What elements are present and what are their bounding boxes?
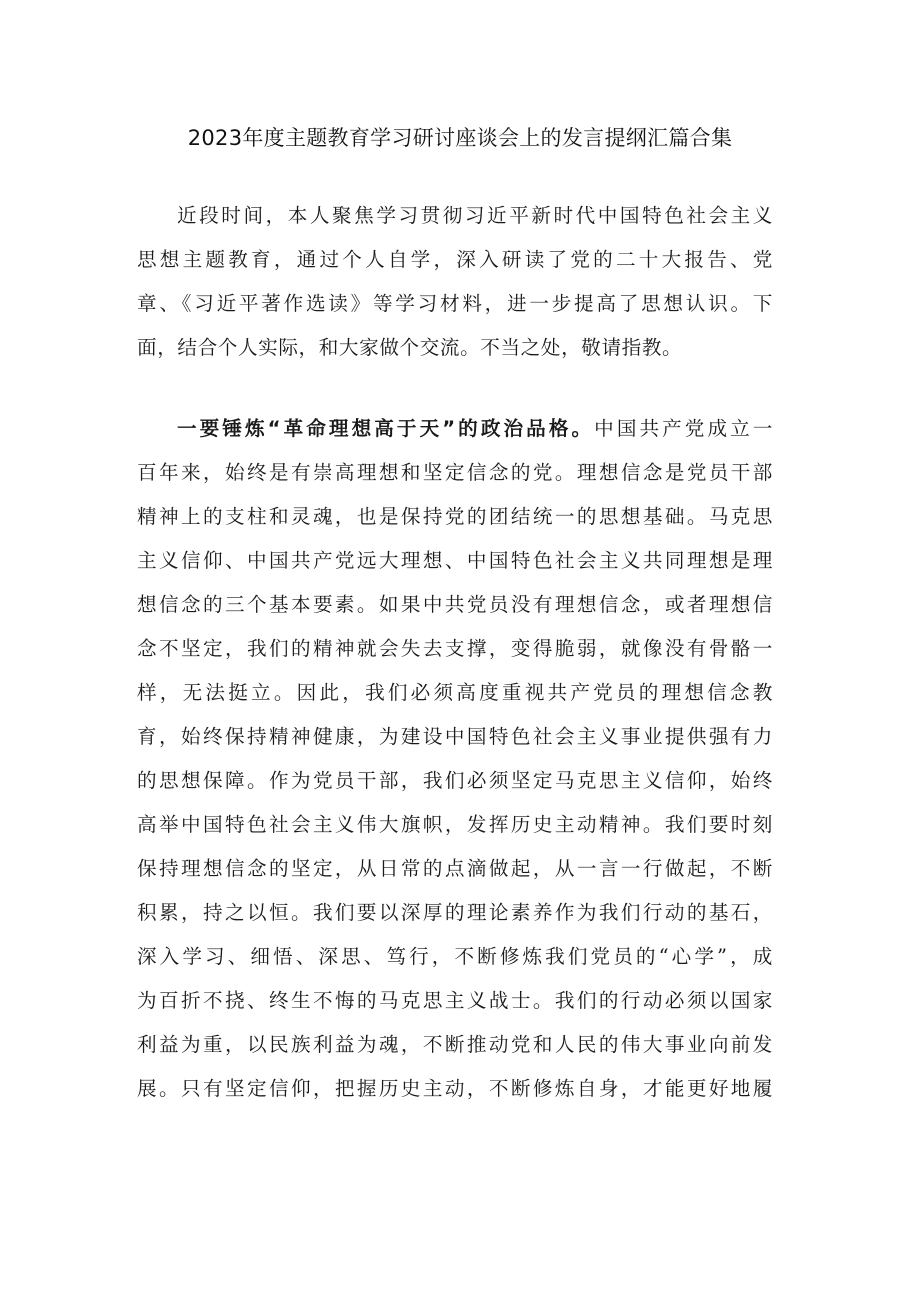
paragraph-line-rest: 中国共产党成立一 xyxy=(594,417,773,440)
paragraph-line: 积累，持之以恒。我们要以深厚的理论素养作为我们行动的基石， xyxy=(137,901,773,924)
paragraph-line: 主义信仰、中国共产党远大理想、中国特色社会主义共同理想是理 xyxy=(137,549,773,572)
document-title: 2023年度主题教育学习研讨座谈会上的发言提纲汇篇合集 xyxy=(187,126,733,150)
paragraph-line: 利益为重，以民族利益为魂，不断推动党和人民的伟大事业向前发 xyxy=(137,1033,773,1056)
paragraph-line: 为百折不挠、终生不悔的马克思主义战士。我们的行动必须以国家 xyxy=(137,989,773,1012)
paragraph-line: 念不坚定，我们的精神就会失去支撑，变得脆弱，就像没有骨骼一 xyxy=(137,637,773,660)
intro-paragraph xyxy=(137,194,773,370)
paragraph-line: 面，结合个人实际，和大家做个交流。不当之处，敬请指教。 xyxy=(137,336,683,359)
section-one-paragraph xyxy=(137,407,773,1111)
paragraph-line: 思想主题教育，通过个人自学，深入研读了党的二十大报告、党 xyxy=(137,248,773,271)
paragraph-line: 展。只有坚定信仰，把握历史主动，不断修炼自身，才能更好地履 xyxy=(137,1077,773,1100)
paragraph-line: 高举中国特色社会主义伟大旗帜，发挥历史主动精神。我们要时刻 xyxy=(137,813,773,836)
paragraph-line: 章、《习近平著作选读》等学习材料，进一步提高了思想认识。下 xyxy=(137,292,773,315)
section-heading: 一要锤炼“革命理想高于天”的政治品格。 xyxy=(177,417,595,440)
paragraph-line: 百年来，始终是有崇高理想和坚定信念的党。理想信念是党员干部 xyxy=(137,461,773,484)
paragraph-line: 深入学习、细悟、深思、笃行，不断修炼我们党员的“心学”，成 xyxy=(137,945,773,968)
paragraph-first-line xyxy=(137,407,773,451)
paragraph-line: 的思想保障。作为党员干部，我们必须坚定马克思主义信仰，始终 xyxy=(137,769,773,792)
paragraph-line: 育，始终保持精神健康，为建设中国特色社会主义事业提供强有力 xyxy=(137,725,773,748)
paragraph-line: 样，无法挺立。因此，我们必须高度重视共产党员的理想信念教 xyxy=(137,681,773,704)
paragraph-line: 保持理想信念的坚定，从日常的点滴做起，从一言一行做起，不断 xyxy=(137,857,773,880)
paragraph-line: 精神上的支柱和灵魂，也是保持党的团结统一的思想基础。马克思 xyxy=(137,505,773,528)
paragraph-line: 想信念的三个基本要素。如果中共党员没有理想信念，或者理想信 xyxy=(137,593,773,616)
paragraph-line: 近段时间，本人聚焦学习贯彻习近平新时代中国特色社会主义 xyxy=(177,204,773,227)
